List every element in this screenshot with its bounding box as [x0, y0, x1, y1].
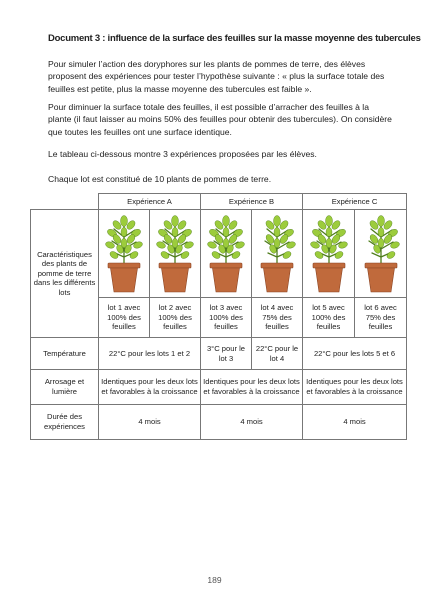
lot-4-label: lot 4 avec 75% des feuilles — [252, 298, 303, 338]
watering-experiment-a: Identiques pour les deux lots et favorables à la croissance — [99, 370, 201, 405]
header-experiment-a: Expérience A — [99, 194, 201, 210]
page-number: 189 — [207, 575, 222, 585]
document-title: Document 3 : influence de la surface des feuilles sur la masse moyenne des tubercules — [48, 33, 421, 44]
watering-experiment-c: Identiques pour les deux lots et favorables à la croissance — [303, 370, 407, 405]
duration-experiment-b: 4 mois — [201, 405, 303, 440]
header-experiment-c: Expérience C — [303, 194, 407, 210]
duration-experiment-a: 4 mois — [99, 405, 201, 440]
intro-paragraph: Pour simuler l’action des doryphores sur les plants de pommes de terre, des élèves proposent des expériences pour tester l’hypothèse suivante : « plus la surface totale des feuilles est petite, plus la masse moyenne des tubercules est faible ». — [48, 59, 385, 94]
row-label-duration: Durée des expériences — [31, 405, 99, 440]
potted-plant-reduced-icon — [359, 213, 403, 295]
potted-plant-reduced-icon — [255, 213, 299, 295]
temperature-lot-4: 22°C pour le lot 4 — [252, 338, 303, 370]
lot-2-label: lot 2 avec 100% des feuilles — [150, 298, 201, 338]
table-intro-paragraph: Le tableau ci-dessous montre 3 expériences proposées par les élèves. — [48, 149, 317, 159]
plant-cell-lot-4 — [252, 210, 303, 298]
plant-cell-lot-5 — [303, 210, 355, 298]
potted-plant-icon — [307, 213, 351, 295]
plant-cell-lot-3 — [201, 210, 252, 298]
plant-cell-lot-2 — [150, 210, 201, 298]
row-label-temperature: Température — [31, 338, 99, 370]
potted-plant-icon — [153, 213, 197, 295]
method-paragraph: Pour diminuer la surface totale des feuilles, il est possible d’arracher des feuilles à la plante (il faut laisser au moins 50% des feuilles pour obtenir des tubercules). On considère que toutes les feuilles ont une surface identique. — [48, 102, 392, 137]
duration-experiment-c: 4 mois — [303, 405, 407, 440]
header-experiment-b: Expérience B — [201, 194, 303, 210]
temperature-experiment-c: 22°C pour les lots 5 et 6 — [303, 338, 407, 370]
potted-plant-icon — [204, 213, 248, 295]
plant-cell-lot-6 — [355, 210, 407, 298]
potted-plant-icon — [102, 213, 146, 295]
row-label-characteristics: Caractéristiques des plants de pomme de terre dans les différents lots — [31, 210, 99, 338]
plant-cell-lot-1 — [99, 210, 150, 298]
lot-5-label: lot 5 avec 100% des feuilles — [303, 298, 355, 338]
watering-experiment-b: Identiques pour les deux lots et favorables à la croissance — [201, 370, 303, 405]
row-label-watering: Arrosage et lumière — [31, 370, 99, 405]
lot-1-label: lot 1 avec 100% des feuilles — [99, 298, 150, 338]
lot-6-label: lot 6 avec 75% des feuilles — [355, 298, 407, 338]
temperature-experiment-a: 22°C pour les lots 1 et 2 — [99, 338, 201, 370]
experiments-table — [30, 193, 407, 440]
lot-3-label: lot 3 avec 100% des feuilles — [201, 298, 252, 338]
lot-size-paragraph: Chaque lot est constitué de 10 plants de pommes de terre. — [48, 174, 272, 184]
table-corner — [31, 194, 99, 210]
temperature-lot-3: 3°C pour le lot 3 — [201, 338, 252, 370]
